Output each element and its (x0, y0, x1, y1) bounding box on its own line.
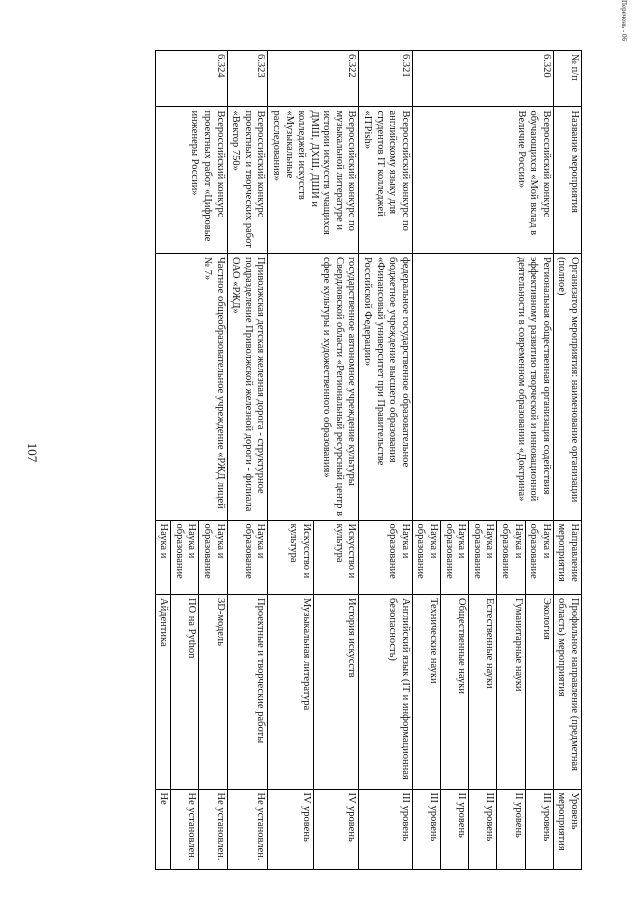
row-level: II уровень (497, 789, 525, 869)
row-direction: Наука и образование (171, 520, 199, 594)
table-header-row (553, 51, 581, 870)
row-direction: Наука и (155, 520, 171, 594)
header-direction: Направление мероприятия (553, 520, 581, 594)
table-row (199, 51, 227, 870)
table-row (359, 51, 412, 870)
header-num: № п/п (553, 51, 581, 107)
header-level: Уровень мероприятия (553, 789, 581, 869)
page-number: 107 (25, 442, 40, 463)
row-name: Всероссийский конкурс по музыкальной литературе и истории искусств учащихся ДМШ, ДХШ, ДШИ и колледжей искусств «Музыкальные расследования» (268, 107, 359, 254)
row-profile: Музыкальная литература (268, 594, 314, 789)
row-direction: Наука и образование (497, 520, 525, 594)
header-name: Название мероприятия (553, 107, 581, 254)
row-level: Не установлен. (171, 789, 199, 869)
row-direction: Искусство и культура (268, 520, 314, 594)
row-org: Приволжская детская железная дорога - структурное подразделение Приволжской железной дороги - филиала ОАО «РЖД» (227, 253, 268, 520)
row-profile: Айдентика (155, 594, 171, 789)
row-direction: Наука и образование (359, 520, 412, 594)
row-org: Региональная общественная организация содействия эффективному развитию творческой и инновационной деятельности в современном образовании «Доктрина» (412, 253, 553, 520)
row-level: III уровень (359, 789, 412, 869)
row-level: Не установлен. (227, 789, 268, 869)
table-row (525, 51, 553, 870)
table-row (227, 51, 268, 870)
row-profile: История искусств (313, 594, 359, 789)
row-name: Всероссийский конкурс обучающихся «Мой вклад в Величие России» (412, 107, 553, 254)
row-name: Всероссийский конкурс проектных работ «Цифровые инженеры России» (155, 107, 227, 254)
row-direction: Наука и образование (469, 520, 497, 594)
row-direction: Искусство и культура (313, 520, 359, 594)
row-direction: Наука и образование (525, 520, 553, 594)
events-table (155, 50, 582, 870)
row-level: Не (155, 789, 171, 869)
row-profile: Экология (525, 594, 553, 789)
row-org: государственное автономное учреждение культуры Свердловской области «Региональный ресурсный центр в сфере культуры и художественного образования» (268, 253, 359, 520)
row-name: Всероссийский конкурс по английскому языку для студентов IT колледжей «ITPish» (359, 107, 412, 254)
row-org: Частное общеобразовательное учреждение «РЖД лицей № 7» (155, 253, 227, 520)
row-num: 6.323 (227, 51, 268, 107)
row-direction: Наука и образование (199, 520, 227, 594)
row-level: III уровень (412, 789, 440, 869)
row-direction: Наука и образование (412, 520, 440, 594)
row-level: III уровень (469, 789, 497, 869)
row-level: Не установлен. (199, 789, 227, 869)
row-profile: ПО на Python (171, 594, 199, 789)
header-org: Организатор мероприятия: наименование организации (полное) (553, 253, 581, 520)
row-name: Всероссийский конкурс проектных и творческих работ «Вектор 750» (227, 107, 268, 254)
row-num: 6.322 (268, 51, 359, 107)
row-profile: 3D-модель (199, 594, 227, 789)
row-level: IV уровень (268, 789, 314, 869)
row-direction: Наука и образование (441, 520, 469, 594)
row-level: IV уровень (313, 789, 359, 869)
row-direction: Наука и образование (227, 520, 268, 594)
row-profile: Технические науки (412, 594, 440, 789)
row-profile: Гуманитарные науки (497, 594, 525, 789)
row-level: II уровень (441, 789, 469, 869)
row-profile: Общественные науки (441, 594, 469, 789)
row-num: 6.321 (359, 51, 412, 107)
row-profile: Естественные науки (469, 594, 497, 789)
footer-mark: Перечень - 06 (620, 0, 628, 41)
row-org: федеральное государственное образовательное бюджетное учреждение высшего образования «Финансовый университет при Правительстве Российской Федерации» (359, 253, 412, 520)
row-level: III уровень (525, 789, 553, 869)
row-num: 6.324 (155, 51, 227, 107)
table-row (313, 51, 359, 870)
row-profile: Проектные и творческие работы (227, 594, 268, 789)
header-profile: Профильное направление (предметная область) мероприятия (553, 594, 581, 789)
row-profile: Английский язык (IT и информационная безопасность) (359, 594, 412, 789)
row-num: 6.320 (412, 51, 553, 107)
